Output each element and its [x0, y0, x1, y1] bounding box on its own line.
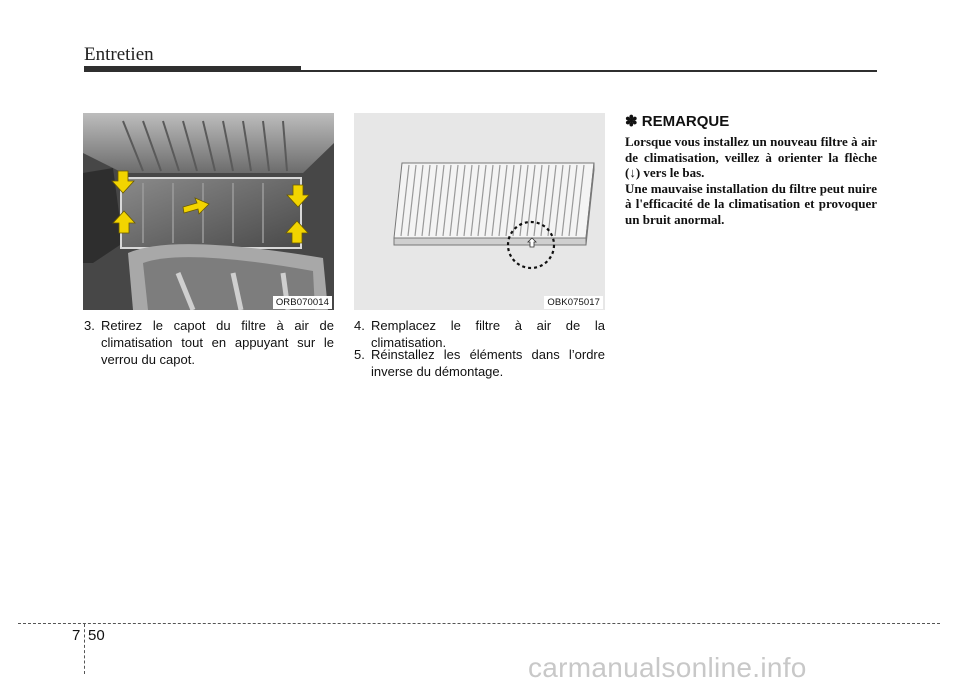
figure-filter-cover — [83, 113, 334, 310]
remark-paragraph: Lorsque vous installez un nouveau filtre à air de climatisation, veillez à orienter la flèche (↓) vers le bas. — [625, 134, 877, 181]
header-rule — [301, 70, 877, 72]
footer-rule — [18, 623, 940, 624]
step-text: Réinstallez les éléments dans l’ordre inverse du démontage. — [371, 347, 605, 379]
step-number: 3. — [84, 318, 95, 333]
figure-air-filter — [354, 113, 605, 310]
page-number: 50 — [88, 627, 105, 644]
step-number: 5. — [354, 347, 365, 362]
step-text: Retirez le capot du filtre à air de climatisation tout en appuyant sur le verrou du capot. — [101, 318, 334, 367]
filter-cover-illustration — [83, 113, 334, 310]
footer-divider — [84, 624, 85, 674]
remark-heading: ✽ REMARQUE — [625, 113, 730, 130]
chapter-number: 7 — [72, 627, 81, 644]
step-3 — [84, 317, 334, 368]
step-5 — [354, 346, 605, 380]
remark-body — [625, 134, 877, 228]
figure-code: OBK075017 — [544, 296, 603, 309]
page-header-title: Entretien — [84, 44, 154, 65]
watermark: carmanualsonline.info — [528, 652, 807, 683]
air-filter-illustration — [354, 113, 605, 310]
step-text: Remplacez le filtre à air de la climatisation. — [371, 318, 605, 350]
header-bar — [84, 66, 301, 72]
step-number: 4. — [354, 318, 365, 333]
remark-paragraph: Une mauvaise installation du filtre peut nuire à l'efficacité de la climatisation et provoquer un bruit anormal. — [625, 180, 877, 227]
figure-code: ORB070014 — [273, 296, 332, 309]
